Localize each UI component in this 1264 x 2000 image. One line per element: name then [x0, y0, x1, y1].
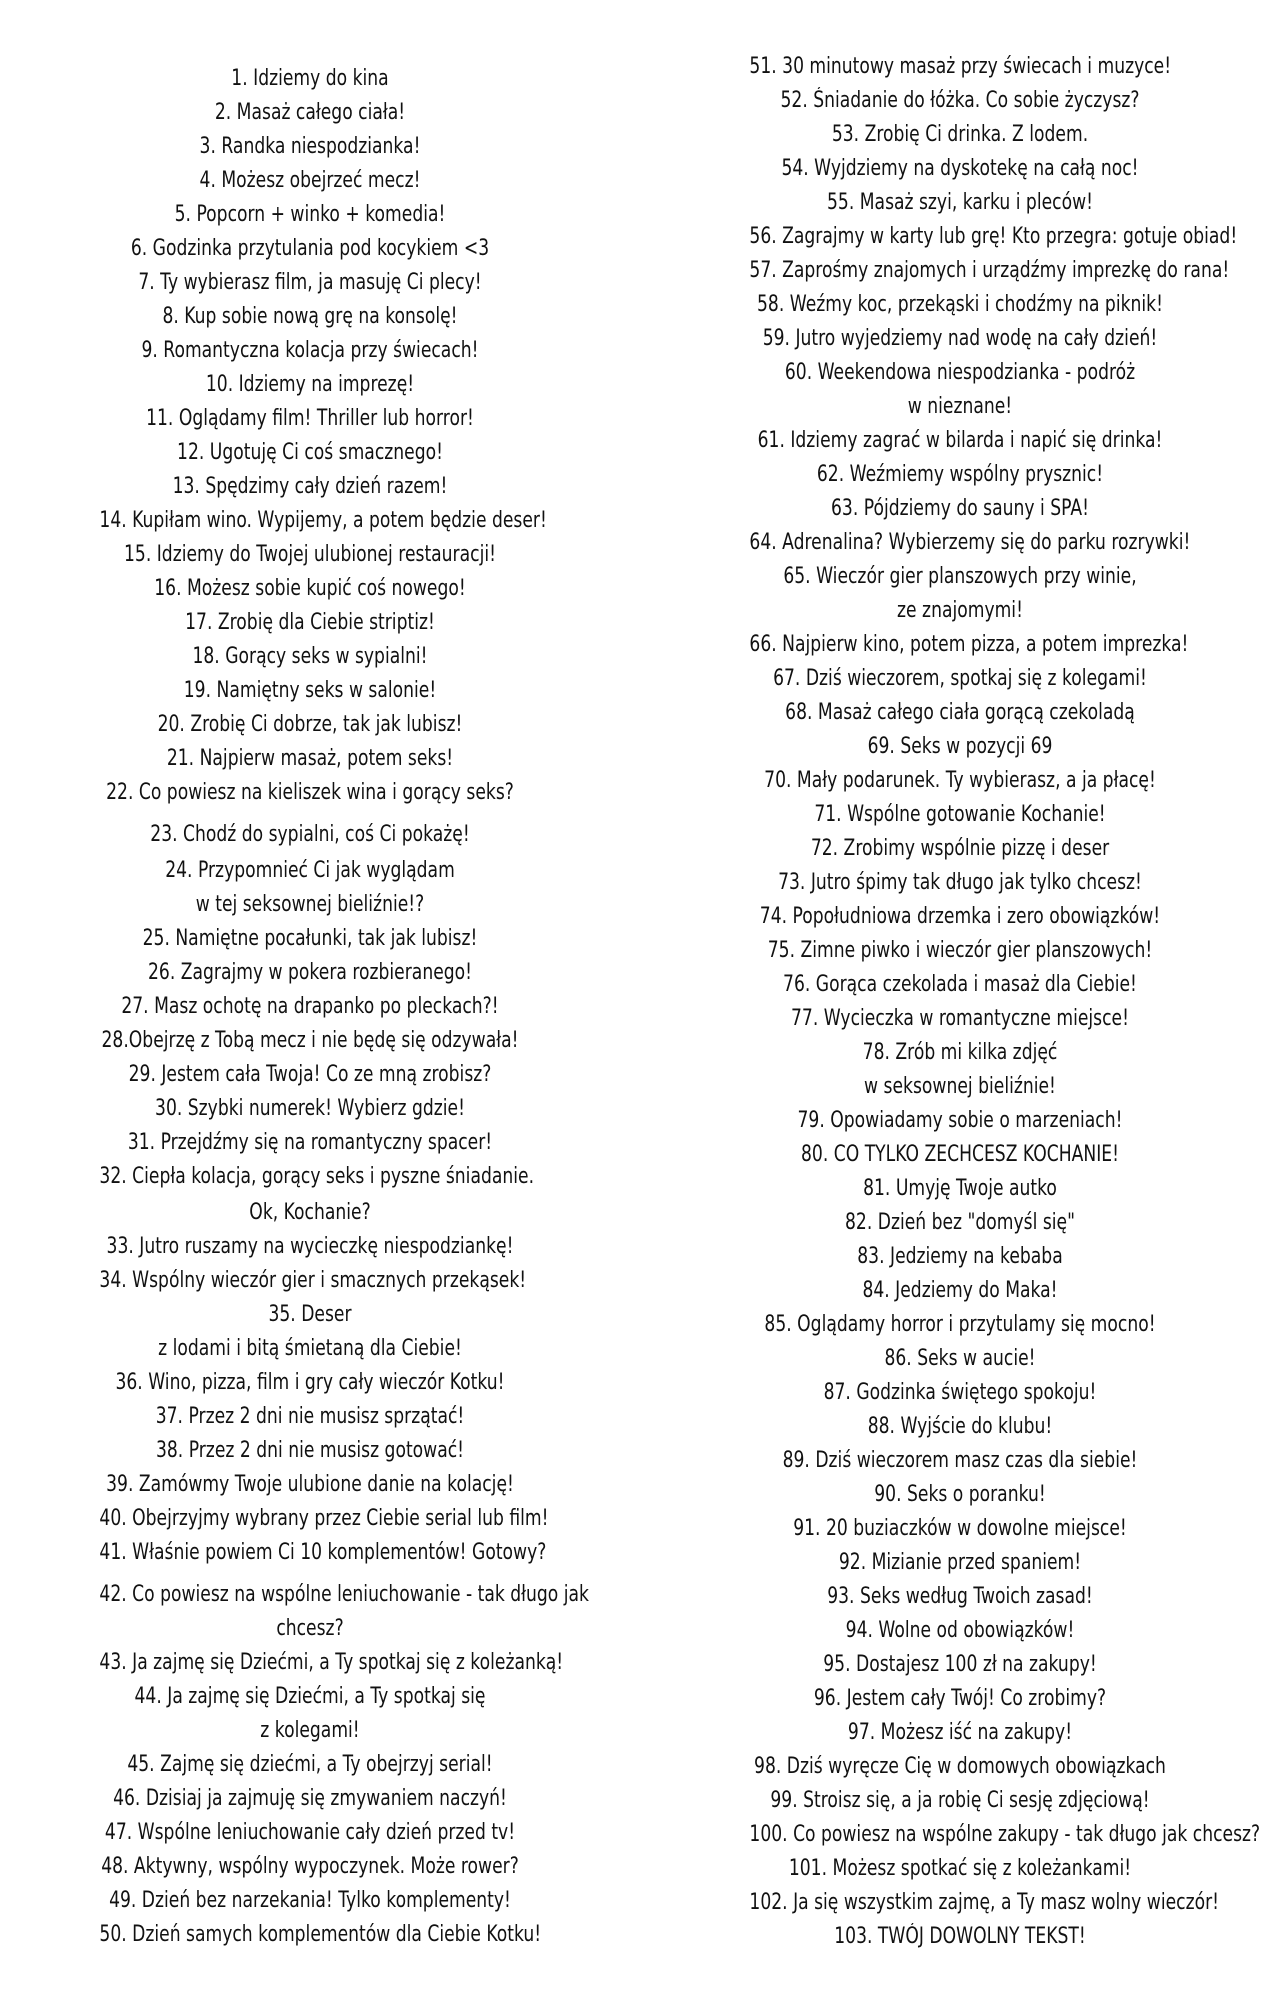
coupon-item: 59. Jutro wyjedziemy nad wodę na cały dzień!	[762, 326, 1158, 351]
coupon-item: 11. Oglądamy film! Thriller lub horror!	[146, 406, 474, 431]
coupon-item: 32. Ciepła kolacja, gorący seks i pyszne śniadanie.	[99, 1164, 535, 1189]
coupon-item: 93. Seks według Twoich zasad!	[827, 1584, 1093, 1609]
coupon-item: 2. Masaż całego ciała!	[214, 100, 406, 125]
coupon-item: 39. Zamówmy Twoje ulubione danie na kolację!	[106, 1472, 514, 1497]
coupon-item: 84. Jedziemy do Maka!	[862, 1278, 1058, 1303]
coupon-item: 21. Najpierw masaż, potem seks!	[166, 746, 454, 771]
coupon-item: 71. Wspólne gotowanie Kochanie!	[814, 802, 1106, 827]
coupon-item: 55. Masaż szyi, karku i pleców!	[826, 190, 1094, 215]
coupon-item: 50. Dzień samych komplementów dla Ciebie Kotku!	[99, 1922, 542, 1947]
coupon-item: 70. Mały podarunek. Ty wybierasz, a ja płacę!	[764, 768, 1156, 793]
coupon-item-continuation: w tej seksownej bieliźnie!?	[195, 892, 425, 917]
coupon-item: 67. Dziś wieczorem, spotkaj się z kolegami!	[773, 666, 1147, 691]
coupon-item: 86. Seks w aucie!	[884, 1346, 1036, 1371]
coupon-item: 48. Aktywny, wspólny wypoczynek. Może rower?	[101, 1854, 519, 1879]
coupon-item: 15. Idziemy do Twojej ulubionej restauracji!	[124, 542, 496, 567]
coupon-item: 20. Zrobię Ci dobrze, tak jak lubisz!	[157, 712, 463, 737]
coupon-item: 49. Dzień bez narzekania! Tylko komplementy!	[109, 1888, 511, 1913]
coupon-item: 66. Najpierw kino, potem pizza, a potem imprezka!	[749, 632, 1189, 657]
coupon-item: 56. Zagrajmy w karty lub grę! Kto przegra: gotuje obiad!	[749, 224, 1238, 249]
coupon-item: 12. Ugotuję Ci coś smacznego!	[177, 440, 443, 465]
coupon-item: 91. 20 buziaczków w dowolne miejsce!	[793, 1516, 1127, 1541]
coupon-item-continuation: ze znajomymi!	[897, 598, 1023, 623]
coupon-item: 36. Wino, pizza, film i gry cały wieczór Kotku!	[115, 1370, 505, 1395]
coupon-item: 30. Szybki numerek! Wybierz gdzie!	[155, 1096, 465, 1121]
coupon-item: 87. Godzinka świętego spokoju!	[823, 1380, 1097, 1405]
coupon-item: 18. Gorący seks w sypialni!	[192, 644, 428, 669]
coupon-item: 100. Co powiesz na wspólne zakupy - tak długo jak chcesz?	[749, 1822, 1261, 1847]
coupon-item-continuation: z lodami i bitą śmietaną dla Ciebie!	[158, 1336, 462, 1361]
coupon-item: 65. Wieczór gier planszowych przy winie,	[783, 564, 1137, 589]
coupon-item: 1. Idziemy do kina	[231, 66, 389, 91]
coupon-item: 98. Dziś wyręcze Cię w domowych obowiązkach	[754, 1754, 1166, 1779]
coupon-item: 89. Dziś wieczorem masz czas dla siebie!	[782, 1448, 1138, 1473]
coupon-item: 45. Zajmę się dziećmi, a Ty obejrzyj serial!	[127, 1752, 493, 1777]
coupon-item: 25. Namiętne pocałunki, tak jak lubisz!	[142, 926, 478, 951]
coupon-item: 63. Pójdziemy do sauny i SPA!	[831, 496, 1089, 521]
coupon-item: 57. Zaprośmy znajomych i urządźmy imprezkę do rana!	[749, 258, 1230, 283]
coupon-item-continuation: w seksownej bieliźnie!	[864, 1074, 1056, 1099]
coupon-item: 92. Mizianie przed spaniem!	[838, 1550, 1082, 1575]
coupon-item: 95. Dostajesz 100 zł na zakupy!	[823, 1652, 1097, 1677]
coupon-item: 16. Możesz sobie kupić coś nowego!	[154, 576, 466, 601]
coupon-item: 38. Przez 2 dni nie musisz gotować!	[155, 1438, 465, 1463]
coupon-item: 23. Chodź do sypialni, coś Ci pokażę!	[150, 822, 470, 847]
coupon-item: 103. TWÓJ DOWOLNY TEKST!	[834, 1924, 1086, 1949]
coupon-item: 88. Wyjście do klubu!	[867, 1414, 1053, 1439]
coupon-item: 4. Możesz obejrzeć mecz!	[199, 168, 421, 193]
coupon-item: 64. Adrenalina? Wybierzemy się do parku rozrywki!	[749, 530, 1191, 555]
coupon-item: 77. Wycieczka w romantyczne miejsce!	[791, 1006, 1129, 1031]
coupon-item: 47. Wspólne leniuchowanie cały dzień przed tv!	[104, 1820, 516, 1845]
coupon-item: 90. Seks o poranku!	[874, 1482, 1046, 1507]
coupon-item: 22. Co powiesz na kieliszek wina i gorący seks?	[106, 780, 514, 805]
coupon-item: 61. Idziemy zagrać w bilarda i napić się drinka!	[757, 428, 1163, 453]
coupon-item: 29. Jestem cała Twoja! Co ze mną zrobisz?	[128, 1062, 492, 1087]
coupon-item: 101. Możesz spotkać się z koleżankami!	[788, 1856, 1132, 1881]
coupon-item: 80. CO TYLKO ZECHCESZ KOCHANIE!	[801, 1142, 1119, 1167]
coupon-item: 81. Umyję Twoje autko	[863, 1176, 1057, 1201]
coupon-item: 52. Śniadanie do łóżka. Co sobie życzysz?	[780, 88, 1140, 113]
coupon-item: 44. Ja zajmę się Dziećmi, a Ty spotkaj się	[134, 1684, 486, 1709]
coupon-item: 79. Opowiadamy sobie o marzeniach!	[797, 1108, 1123, 1133]
coupon-item: 78. Zrób mi kilka zdjęć	[862, 1040, 1058, 1065]
coupon-item: 53. Zrobię Ci drinka. Z lodem.	[831, 122, 1089, 147]
coupon-item: 13. Spędzimy cały dzień razem!	[172, 474, 448, 499]
coupon-item: 14. Kupiłam wino. Wypijemy, a potem będzie deser!	[99, 508, 547, 533]
coupon-item: 69. Seks w pozycji 69	[867, 734, 1053, 759]
coupon-item: 73. Jutro śpimy tak długo jak tylko chcesz!	[778, 870, 1142, 895]
coupon-item: 62. Weźmiemy wspólny prysznic!	[816, 462, 1104, 487]
coupon-item: 9. Romantyczna kolacja przy świecach!	[141, 338, 479, 363]
coupon-item: 26. Zagrajmy w pokera rozbieranego!	[147, 960, 473, 985]
coupon-item: 33. Jutro ruszamy na wycieczkę niespodziankę!	[106, 1234, 514, 1259]
coupon-item: 51. 30 minutowy masaż przy świecach i muzyce!	[749, 54, 1172, 79]
coupon-item: 19. Namiętny seks w salonie!	[183, 678, 437, 703]
coupon-item: 83. Jedziemy na kebaba	[857, 1244, 1063, 1269]
coupon-item: 6. Godzinka przytulania pod kocykiem <3	[130, 236, 490, 261]
coupon-item: 102. Ja się wszystkim zajmę, a Ty masz wolny wieczór!	[749, 1890, 1220, 1915]
coupon-item: 7. Ty wybierasz film, ja masuję Ci plecy!	[138, 270, 482, 295]
coupon-item: 76. Gorąca czekolada i masaż dla Ciebie!	[783, 972, 1137, 997]
coupon-item: 74. Popołudniowa drzemka i zero obowiązków!	[759, 904, 1161, 929]
coupon-item: 40. Obejrzyjmy wybrany przez Ciebie serial lub film!	[99, 1506, 549, 1531]
coupon-item: 28.Obejrzę z Tobą mecz i nie będę się odzywała!	[101, 1028, 519, 1053]
coupon-item: 94. Wolne od obowiązków!	[845, 1618, 1075, 1643]
coupon-item: 17. Zrobię dla Ciebie striptiz!	[185, 610, 435, 635]
coupon-item-continuation: chcesz?	[276, 1616, 344, 1641]
coupon-item: 68. Masaż całego ciała gorącą czekoladą	[785, 700, 1135, 725]
coupon-item: 41. Właśnie powiem Ci 10 komplementów! Gotowy?	[99, 1540, 547, 1565]
coupon-item: 72. Zrobimy wspólnie pizzę i deser	[810, 836, 1110, 861]
coupon-item: 8. Kup sobie nową grę na konsolę!	[162, 304, 458, 329]
coupon-item-continuation: Ok, Kochanie?	[249, 1200, 371, 1225]
coupon-item: 10. Idziemy na imprezę!	[205, 372, 415, 397]
coupon-item: 46. Dzisiaj ja zajmuję się zmywaniem naczyń!	[113, 1786, 507, 1811]
coupon-item: 96. Jestem cały Twój! Co zrobimy?	[813, 1686, 1107, 1711]
coupon-item: 85. Oglądamy horror i przytulamy się mocno!	[764, 1312, 1156, 1337]
coupon-item: 54. Wyjdziemy na dyskotekę na całą noc!	[781, 156, 1139, 181]
coupon-item-continuation: w nieznane!	[907, 394, 1013, 419]
coupon-item: 37. Przez 2 dni nie musisz sprzątać!	[155, 1404, 465, 1429]
coupon-item: 60. Weekendowa niespodzianka - podróż	[784, 360, 1136, 385]
coupon-item-continuation: z kolegami!	[260, 1718, 360, 1743]
coupon-item: 99. Stroisz się, a ja robię Ci sesję zdjęciową!	[770, 1788, 1150, 1813]
coupon-item: 97. Możesz iść na zakupy!	[847, 1720, 1073, 1745]
coupon-item: 58. Weźmy koc, przekąski i chodźmy na piknik!	[756, 292, 1163, 317]
coupon-item: 24. Przypomnieć Ci jak wyglądam	[165, 858, 455, 883]
coupon-item: 42. Co powiesz na wspólne leniuchowanie - tak długo jak	[99, 1582, 589, 1607]
coupon-item: 75. Zimne piwko i wieczór gier planszowych!	[767, 938, 1153, 963]
coupon-item: 31. Przejdźmy się na romantyczny spacer!	[127, 1130, 493, 1155]
coupon-item: 82. Dzień bez "domyśl się"	[844, 1210, 1076, 1235]
coupon-item: 35. Deser	[268, 1302, 352, 1327]
coupon-item: 5. Popcorn + winko + komedia!	[174, 202, 446, 227]
coupon-item: 34. Wspólny wieczór gier i smacznych przekąsek!	[99, 1268, 527, 1293]
coupon-item: 43. Ja zajmę się Dziećmi, a Ty spotkaj się z koleżanką!	[99, 1650, 564, 1675]
coupon-item: 27. Masz ochotę na drapanko po pleckach?!	[121, 994, 499, 1019]
coupon-item: 3. Randka niespodzianka!	[199, 134, 421, 159]
